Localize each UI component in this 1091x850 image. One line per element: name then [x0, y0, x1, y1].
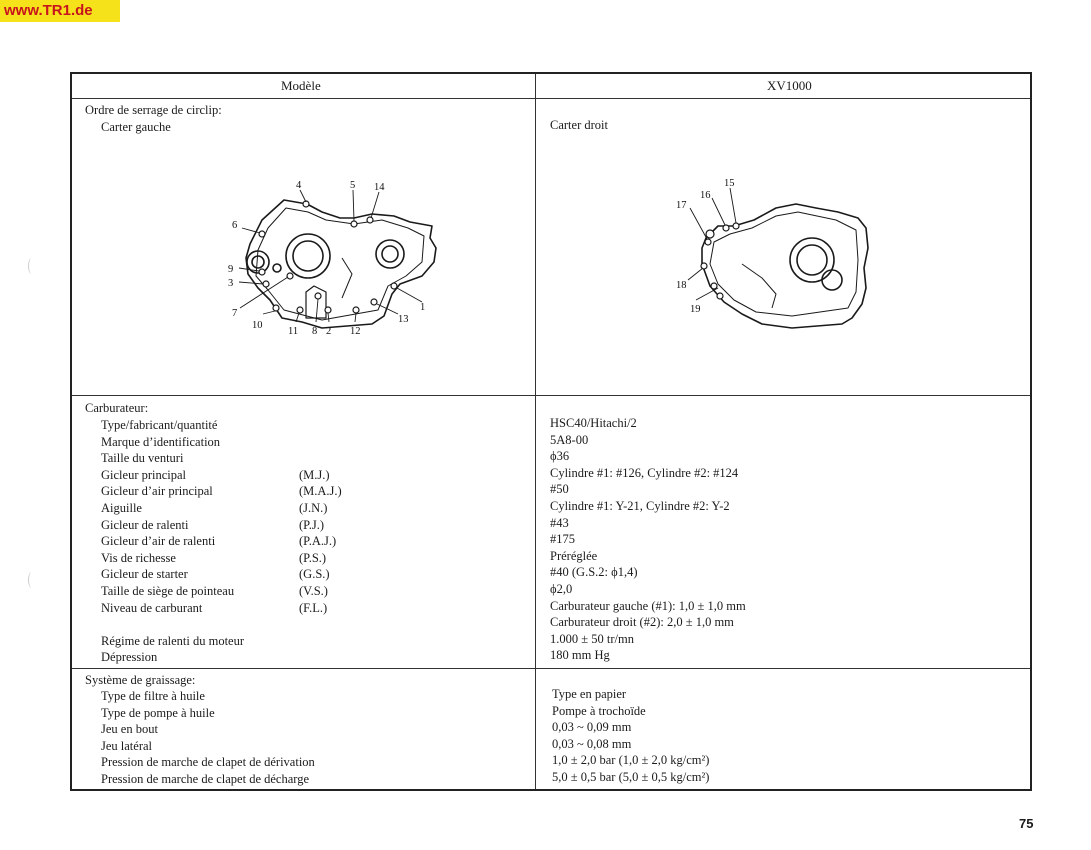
leader-line — [688, 268, 703, 280]
diagram-label: 18 — [676, 280, 687, 291]
diagram-label: 12 — [350, 326, 361, 337]
lube-value: 0,03 ~ 0,08 mm — [552, 736, 632, 751]
circlip-point — [733, 223, 739, 229]
small-boss — [273, 264, 281, 272]
carb-row — [101, 434, 521, 451]
lube-value: 1,0 ± 2,0 bar (1,0 ± 2,0 kg/cm²) — [552, 753, 710, 768]
circlip-point — [273, 305, 279, 311]
circlip-point — [315, 293, 321, 299]
carb-abbr: (M.J.) — [299, 467, 330, 482]
diagram-label: 2 — [326, 326, 332, 337]
carb-abbr: (V.S.) — [299, 583, 328, 598]
carb-label: Taille de siège de pointeau — [101, 583, 235, 598]
diagram-label: 1 — [420, 302, 426, 313]
leader-line — [397, 288, 422, 302]
lube-values — [552, 686, 1012, 786]
lube-label: Pression de marche de clapet de décharge — [101, 771, 310, 786]
circlip-point — [701, 263, 707, 269]
circlip-point — [705, 239, 711, 245]
diagram-label: 13 — [398, 314, 409, 325]
carb-value: Cylindre #1: Y-21, Cylindre #2: Y-2 — [550, 498, 730, 513]
diagram-label: 14 — [374, 182, 385, 193]
row-divider — [72, 98, 1030, 99]
leader-line — [696, 288, 718, 300]
carb-value: 1.000 ± 50 tr/mn — [550, 631, 634, 646]
lube-label: Type de pompe à huile — [101, 705, 215, 720]
circlip-point — [263, 281, 269, 287]
carb-row — [101, 450, 521, 467]
lube-value: Type en papier — [552, 687, 627, 701]
carb-value: ϕ36 — [550, 449, 570, 464]
circlip-point — [711, 283, 717, 289]
carb-label: Gicleur de ralenti — [101, 517, 189, 532]
carb-row — [101, 500, 521, 517]
carb-label: Aiguille — [101, 500, 142, 515]
carb-value: Préréglée — [550, 548, 598, 563]
diagram-label: 19 — [690, 304, 701, 315]
carb-label: Niveau de carburant — [101, 600, 203, 615]
side-bore — [822, 270, 842, 290]
gear-bore-inner — [382, 246, 398, 262]
carb-value: #43 — [550, 515, 569, 530]
carb-row — [101, 566, 521, 583]
diagram-label: 11 — [288, 326, 299, 337]
carb-row — [101, 417, 521, 434]
carb-row — [101, 533, 521, 550]
carb-value: Cylindre #1: #126, Cylindre #2: #124 — [550, 465, 739, 480]
inner-rib — [742, 264, 776, 308]
carb-labels — [101, 417, 521, 666]
circlip-point — [325, 307, 331, 313]
carb-label: Type/fabricant/quantité — [101, 418, 218, 432]
side-bore-inner — [252, 256, 264, 268]
circlip-title: Ordre de serrage de circlip: — [85, 103, 222, 117]
carb-value: Carburateur droit (#2): 2,0 ± 1,0 mm — [550, 615, 734, 630]
carb-label: Gicleur de starter — [101, 567, 188, 582]
row-divider — [72, 668, 1030, 669]
carb-value: #175 — [550, 532, 575, 547]
row-divider — [72, 395, 1030, 396]
circlip-point — [353, 307, 359, 313]
carb-row — [101, 483, 521, 500]
carb-value: HSC40/Hitachi/2 — [550, 416, 637, 430]
carb-abbr: (G.S.) — [299, 567, 330, 582]
carb-row — [101, 583, 521, 600]
circlip-point — [367, 217, 373, 223]
lube-value: 5,0 ± 0,5 bar (5,0 ± 0,5 kg/cm²) — [552, 769, 710, 784]
circlip-point — [297, 307, 303, 313]
circlip-point — [259, 231, 265, 237]
carb-value: 180 mm Hg — [550, 648, 610, 663]
page-number: 75 — [1019, 816, 1034, 831]
circlip-point — [287, 273, 293, 279]
carb-abbr: (F.L.) — [299, 600, 328, 615]
spacer-row — [101, 616, 521, 633]
leader-line — [353, 190, 354, 221]
gear-bore — [376, 240, 404, 268]
carb-abbr: (J.N.) — [299, 500, 328, 515]
diagram-label: 7 — [232, 308, 238, 319]
leader-line — [712, 198, 725, 225]
watermark-banner: www.TR1.de — [0, 0, 120, 22]
crank-bore-inner — [797, 245, 827, 275]
carb-abbr: (P.S.) — [299, 550, 327, 565]
carb-label: Taille du venturi — [101, 451, 184, 466]
lube-value: 0,03 ~ 0,09 mm — [552, 720, 632, 735]
leader-line — [239, 282, 263, 284]
lube-labels — [101, 688, 521, 788]
circlip-point — [351, 221, 357, 227]
diagram-label: 17 — [676, 200, 687, 211]
carb-label: Vis de richesse — [101, 550, 176, 565]
lube-label: Type de filtre à huile — [101, 689, 205, 703]
circlip-point — [717, 293, 723, 299]
diagram-label: 15 — [724, 178, 735, 189]
lube-title: Système de graissage: — [85, 673, 196, 687]
model-header: Modèle — [281, 78, 321, 93]
carb-title: Carburateur: — [85, 401, 149, 415]
carb-value: 5A8-00 — [550, 432, 589, 447]
diagram-label: 5 — [350, 180, 356, 191]
carb-value: #50 — [550, 482, 569, 497]
circlip-point — [391, 283, 397, 289]
carb-value: Carburateur gauche (#1): 1,0 ± 1,0 mm — [550, 598, 746, 613]
carb-abbr: (P.J.) — [299, 517, 325, 532]
circlip-point — [723, 225, 729, 231]
right-crankcase-diagram — [672, 168, 882, 338]
crank-bore-inner — [293, 241, 323, 271]
left-case-label: Carter gauche — [101, 120, 171, 134]
carb-label: Gicleur d’air principal — [101, 484, 213, 499]
carb-label: Gicleur principal — [101, 467, 187, 482]
carb-row — [101, 550, 521, 567]
model-value: XV1000 — [767, 78, 812, 93]
carb-row — [101, 517, 521, 534]
carb-label: Marque d’identification — [101, 434, 221, 449]
circlip-point — [371, 299, 377, 305]
carb-abbr: (P.A.J.) — [299, 534, 337, 549]
lube-label: Jeu en bout — [101, 722, 158, 737]
carb-value: ϕ2,0 — [550, 581, 573, 596]
scan-mark — [28, 572, 35, 588]
leader-line — [300, 190, 306, 202]
carb-value: #40 (G.S.2: ϕ1,4) — [550, 565, 638, 580]
case-outline — [702, 204, 868, 328]
leader-line — [328, 313, 329, 322]
lube-label: Jeu latéral — [101, 738, 153, 753]
leader-line — [730, 188, 736, 223]
right-case-label: Carter droit — [550, 118, 608, 132]
diagram-label: 4 — [296, 180, 302, 191]
column-divider — [535, 74, 536, 789]
carb-row — [101, 649, 521, 666]
carb-label: Gicleur d’air de ralenti — [101, 534, 216, 549]
diagram-label: 8 — [312, 326, 318, 337]
gasket-line — [710, 212, 858, 316]
lube-value: Pompe à trochoïde — [552, 703, 646, 718]
carb-label: Dépression — [101, 650, 158, 665]
diagram-label: 9 — [228, 264, 234, 275]
carb-row — [101, 633, 521, 650]
diagram-label: 3 — [228, 278, 234, 289]
carb-row — [101, 600, 521, 617]
diagram-label: 6 — [232, 220, 238, 231]
oil-passage — [306, 286, 326, 318]
lube-label: Pression de marche de clapet de dérivation — [101, 755, 315, 770]
spec-table — [70, 72, 1032, 791]
leader-line — [263, 311, 275, 314]
carb-values — [550, 415, 1020, 664]
leader-line — [690, 208, 707, 239]
left-crankcase-diagram — [222, 178, 442, 368]
scan-mark — [28, 258, 35, 274]
circlip-point — [706, 230, 714, 238]
circlip-point — [259, 269, 265, 275]
carb-label: Régime de ralenti du moteur — [101, 633, 245, 648]
diagram-label: 16 — [700, 190, 711, 201]
rib — [342, 258, 352, 298]
carb-row — [101, 467, 521, 484]
carb-abbr: (M.A.J.) — [299, 484, 342, 499]
diagram-label: 10 — [252, 320, 263, 331]
